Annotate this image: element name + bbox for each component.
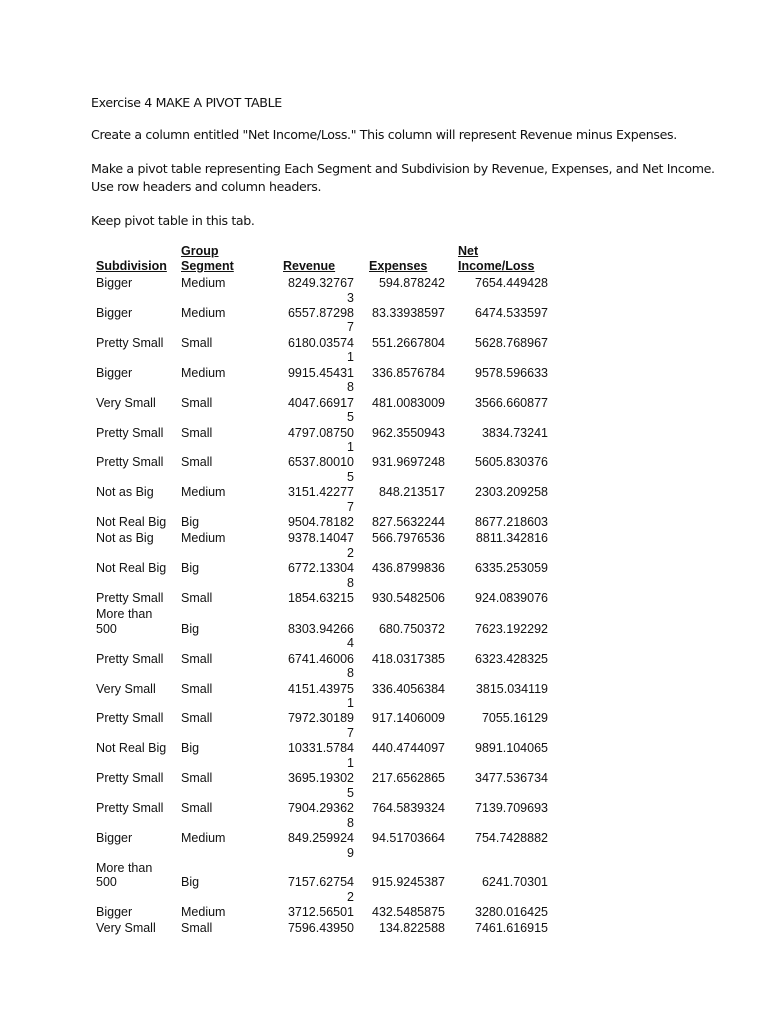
cell-group-segment-line: Medium: [181, 531, 226, 546]
cell-group-segment-line: Small: [181, 711, 213, 726]
cell-revenue-line: 8: [347, 666, 354, 681]
cell-subdivision: [96, 455, 163, 470]
cell-net-income-line: 3477.536734: [475, 771, 548, 786]
cell-subdivision: [96, 921, 156, 936]
cell-expenses: [340, 652, 445, 667]
cell-group-segment-line: Small: [181, 335, 213, 350]
cell-expenses-line: 551.2667804: [372, 335, 445, 350]
cell-group-segment: [181, 875, 199, 890]
cell-revenue: [230, 741, 354, 770]
cell-subdivision-line: Very Small: [96, 395, 156, 410]
cell-expenses-line: 680.750372: [378, 621, 445, 636]
cell-subdivision-line: Very Small: [96, 921, 156, 936]
header-subdivision-label: Subdivision: [96, 259, 167, 273]
cell-revenue-line: 8: [347, 380, 354, 395]
cell-expenses: [340, 485, 445, 500]
cell-net-income-line: 7139.709693: [475, 801, 548, 816]
cell-group-segment: [181, 531, 225, 546]
cell-revenue-line: 8249.32767: [287, 276, 354, 290]
cell-group-segment-line: Medium: [181, 485, 226, 500]
cell-net-income-line: 6241.70301: [481, 875, 548, 890]
cell-expenses-line: 432.5485875: [372, 905, 445, 920]
cell-net-income-line: 9578.596633: [475, 365, 548, 380]
cell-subdivision: [96, 591, 163, 606]
cell-net-income-line: 7055.16129: [481, 711, 548, 726]
cell-revenue-line: 3: [347, 290, 354, 305]
cell-group-segment: [181, 711, 212, 726]
cell-subdivision-line: Pretty Small: [96, 455, 164, 470]
cell-subdivision-line: 500: [96, 875, 117, 890]
cell-group-segment: [181, 276, 225, 291]
cell-net-income: [440, 396, 548, 411]
instruction-keep-tab: Keep pivot table in this tab.: [91, 213, 255, 228]
cell-subdivision-line: 500: [96, 621, 117, 636]
cell-net-income: [440, 306, 548, 321]
header-revenue: [283, 259, 335, 274]
cell-revenue-line: 7904.29362: [287, 801, 354, 816]
cell-group-segment-line: Small: [181, 801, 213, 816]
cell-net-income-line: 6474.533597: [475, 305, 548, 320]
cell-expenses-line: 566.7976536: [372, 531, 445, 546]
cell-expenses-line: 418.0317385: [372, 651, 445, 666]
header-subdivision: [96, 259, 167, 274]
cell-revenue-line: 7596.43950: [287, 921, 354, 936]
cell-group-segment: [181, 652, 212, 667]
cell-subdivision-line: Pretty Small: [96, 651, 164, 666]
cell-group-segment: [181, 515, 199, 530]
cell-subdivision-line: Pretty Small: [96, 771, 164, 786]
cell-revenue-line: 4047.66917: [287, 395, 354, 410]
cell-net-income: [440, 561, 548, 576]
cell-subdivision-line: Pretty Small: [96, 711, 164, 726]
cell-net-income: [440, 426, 548, 441]
cell-revenue: [230, 771, 354, 800]
cell-net-income-line: 8677.218603: [475, 515, 548, 530]
cell-group-segment-line: Medium: [181, 365, 226, 380]
cell-group-segment: [181, 921, 212, 936]
cell-expenses-line: 134.822588: [378, 921, 445, 936]
cell-expenses-line: 436.8799836: [372, 561, 445, 576]
cell-group-segment: [181, 905, 225, 920]
cell-subdivision-line: Bigger: [96, 305, 133, 320]
cell-revenue-line: 7: [347, 725, 354, 740]
cell-revenue-line: 3151.42277: [287, 485, 354, 500]
cell-revenue: [230, 276, 354, 305]
cell-group-segment-line: Small: [181, 921, 213, 936]
cell-expenses: [340, 336, 445, 351]
cell-net-income: [440, 485, 548, 500]
header-expenses: [369, 259, 427, 274]
cell-subdivision-line: Not Real Big: [96, 561, 167, 576]
cell-revenue-line: 6180.03574: [287, 335, 354, 350]
cell-group-segment-line: Big: [181, 621, 200, 636]
instruction-headers: Use row headers and column headers.: [91, 179, 322, 194]
cell-revenue-line: 5: [347, 785, 354, 800]
cell-group-segment-line: Medium: [181, 276, 226, 290]
cell-subdivision-line: Bigger: [96, 905, 133, 920]
cell-subdivision-line: Not Real Big: [96, 741, 167, 756]
cell-subdivision-line: Pretty Small: [96, 801, 164, 816]
cell-revenue-line: 5: [347, 469, 354, 484]
cell-revenue-line: 9915.45431: [287, 365, 354, 380]
cell-net-income-line: 9891.104065: [475, 741, 548, 756]
cell-net-income-line: 2303.209258: [475, 485, 548, 500]
cell-expenses: [340, 306, 445, 321]
cell-group-segment-line: Big: [181, 561, 200, 576]
cell-net-income-line: 7623.192292: [475, 621, 548, 636]
cell-revenue-line: 9378.14047: [287, 531, 354, 546]
cell-expenses-line: 336.8576784: [372, 365, 445, 380]
cell-revenue-line: 1: [347, 440, 354, 454]
cell-revenue-line: 9504.78182: [287, 515, 354, 530]
cell-expenses: [340, 905, 445, 920]
cell-revenue-line: 8303.94266: [287, 621, 354, 636]
cell-expenses-line: 94.51703664: [372, 831, 445, 845]
cell-revenue: [230, 306, 354, 335]
cell-subdivision: [96, 276, 132, 291]
cell-group-segment: [181, 485, 225, 500]
cell-expenses: [340, 801, 445, 816]
cell-expenses-line: 827.5632244: [372, 515, 445, 530]
header-income-loss-label: Income/Loss: [458, 259, 535, 273]
cell-subdivision: [96, 366, 132, 381]
cell-subdivision-line: Bigger: [96, 831, 133, 845]
cell-revenue-line: 1: [347, 696, 354, 710]
cell-revenue-line: 8: [347, 575, 354, 590]
cell-expenses: [340, 591, 445, 606]
cell-expenses: [340, 455, 445, 470]
cell-revenue: [230, 711, 354, 740]
cell-subdivision: [96, 682, 156, 697]
cell-subdivision-line: Pretty Small: [96, 335, 164, 350]
cell-net-income: [440, 921, 548, 936]
cell-net-income: [440, 875, 548, 890]
cell-revenue: [230, 531, 354, 560]
cell-revenue-line: 3695.19302: [287, 771, 354, 786]
header-net-income: [458, 244, 534, 274]
cell-expenses: [340, 366, 445, 381]
cell-revenue: [230, 682, 354, 711]
cell-subdivision-line: Not Real Big: [96, 515, 167, 530]
cell-expenses: [340, 682, 445, 697]
cell-subdivision: [96, 771, 163, 786]
cell-subdivision: [96, 652, 163, 667]
cell-revenue-line: 9: [347, 845, 354, 860]
cell-subdivision-line: More than: [96, 860, 153, 875]
cell-net-income: [440, 455, 548, 470]
cell-net-income-line: 924.0839076: [475, 591, 548, 606]
cell-net-income: [440, 801, 548, 816]
cell-revenue-line: 1854.63215: [287, 591, 354, 606]
cell-group-segment: [181, 682, 212, 697]
cell-subdivision: [96, 711, 163, 726]
cell-revenue-line: 6557.87298: [287, 305, 354, 320]
cell-subdivision: [96, 831, 132, 846]
cell-net-income-line: 7461.616915: [475, 921, 548, 936]
cell-net-income-line: 5605.830376: [475, 455, 548, 470]
cell-group-segment: [181, 771, 212, 786]
cell-net-income-line: 6335.253059: [475, 561, 548, 576]
cell-expenses: [340, 531, 445, 546]
cell-net-income: [440, 741, 548, 756]
cell-net-income: [440, 591, 548, 606]
cell-subdivision: [96, 861, 152, 890]
cell-revenue-line: 7972.30189: [287, 711, 354, 726]
cell-group-segment: [181, 366, 225, 381]
cell-revenue: [230, 336, 354, 365]
cell-revenue-line: 8: [347, 815, 354, 830]
cell-net-income-line: 3566.660877: [475, 395, 548, 410]
cell-revenue: [230, 426, 354, 455]
instruction-make-pivot: Make a pivot table representing Each Segment and Subdivision by Revenue, Expenses, and Net Income.: [91, 161, 715, 176]
cell-revenue-line: 2: [347, 889, 354, 904]
cell-revenue-line: 7: [347, 499, 354, 514]
cell-subdivision: [96, 905, 132, 920]
cell-expenses: [340, 875, 445, 890]
cell-net-income-line: 3815.034119: [475, 681, 548, 696]
header-segment-label: Segment: [181, 259, 234, 273]
cell-net-income-line: 754.7428882: [475, 831, 548, 845]
cell-net-income: [440, 515, 548, 530]
header-net-label: Net: [458, 244, 479, 258]
cell-subdivision-line: Very Small: [96, 681, 156, 696]
cell-expenses: [340, 622, 445, 637]
cell-expenses: [340, 711, 445, 726]
cell-revenue: [230, 801, 354, 830]
cell-revenue-line: 1: [347, 755, 354, 770]
cell-net-income-line: 6323.428325: [475, 651, 548, 666]
cell-revenue-line: 1: [347, 350, 354, 365]
cell-group-segment-line: Small: [181, 395, 213, 410]
cell-net-income: [440, 336, 548, 351]
cell-net-income: [440, 771, 548, 786]
cell-subdivision: [96, 485, 154, 500]
cell-subdivision: [96, 561, 166, 576]
cell-revenue-line: 7: [347, 320, 354, 335]
cell-group-segment: [181, 591, 212, 606]
cell-subdivision-line: Bigger: [96, 365, 133, 380]
cell-subdivision: [96, 426, 163, 441]
cell-subdivision: [96, 515, 166, 530]
cell-expenses: [340, 831, 445, 846]
cell-group-segment-line: Medium: [181, 905, 226, 920]
header-revenue-label: Revenue: [283, 259, 336, 273]
cell-subdivision: [96, 336, 163, 351]
cell-group-segment: [181, 801, 212, 816]
cell-expenses: [340, 741, 445, 756]
cell-expenses-line: 336.4056384: [372, 681, 445, 696]
cell-expenses-line: 594.878242: [378, 276, 445, 290]
cell-revenue-line: 6741.46006: [287, 651, 354, 666]
cell-net-income-line: 3834.73241: [481, 425, 548, 440]
cell-net-income: [440, 276, 548, 291]
cell-subdivision: [96, 607, 152, 636]
cell-subdivision: [96, 801, 163, 816]
cell-expenses: [340, 771, 445, 786]
cell-expenses-line: 481.0083009: [372, 395, 445, 410]
cell-group-segment-line: Medium: [181, 831, 226, 845]
cell-net-income-line: 3280.016425: [475, 905, 548, 920]
cell-revenue-line: 3712.56501: [287, 905, 354, 920]
cell-net-income: [440, 622, 548, 637]
cell-group-segment-line: Big: [181, 875, 200, 890]
cell-expenses-line: 931.9697248: [372, 455, 445, 470]
cell-subdivision: [96, 531, 154, 546]
cell-revenue: [230, 485, 354, 514]
cell-revenue: [230, 515, 354, 530]
cell-subdivision-line: Pretty Small: [96, 425, 164, 440]
cell-expenses-line: 764.5839324: [372, 801, 445, 816]
cell-group-segment: [181, 622, 199, 637]
cell-group-segment-line: Big: [181, 741, 200, 756]
cell-expenses: [340, 396, 445, 411]
cell-net-income: [440, 682, 548, 697]
header-group-label: Group: [181, 244, 219, 258]
cell-expenses-line: 917.1406009: [372, 711, 445, 726]
cell-expenses: [340, 276, 445, 291]
cell-revenue: [230, 875, 354, 904]
cell-revenue: [230, 905, 354, 920]
cell-net-income: [440, 711, 548, 726]
cell-subdivision-line: More than: [96, 607, 153, 622]
cell-group-segment-line: Small: [181, 425, 213, 440]
cell-revenue: [230, 366, 354, 395]
cell-group-segment-line: Small: [181, 591, 213, 606]
cell-revenue: [230, 652, 354, 681]
cell-revenue-line: 7157.62754: [287, 875, 354, 890]
cell-revenue-line: 4: [347, 636, 354, 651]
cell-group-segment: [181, 306, 225, 321]
cell-expenses-line: 930.5482506: [372, 591, 445, 606]
cell-subdivision-line: Not as Big: [96, 485, 154, 500]
cell-net-income-line: 8811.342816: [475, 531, 548, 546]
cell-revenue: [230, 831, 354, 860]
cell-revenue-line: 4797.08750: [287, 425, 354, 440]
cell-group-segment: [181, 336, 212, 351]
cell-expenses-line: 440.4744097: [372, 741, 445, 756]
cell-revenue: [230, 921, 354, 936]
cell-expenses-line: 83.33938597: [372, 305, 445, 320]
cell-net-income: [440, 831, 548, 846]
header-group-segment: [181, 244, 234, 274]
cell-revenue-line: 6537.80010: [287, 455, 354, 470]
cell-group-segment: [181, 396, 212, 411]
cell-net-income: [440, 652, 548, 667]
cell-subdivision-line: Pretty Small: [96, 591, 164, 606]
cell-expenses-line: 848.213517: [378, 485, 445, 500]
cell-expenses: [340, 515, 445, 530]
instruction-net-income-column: Create a column entitled "Net Income/Loss." This column will represent Revenue minus Expenses.: [91, 127, 677, 142]
cell-revenue: [230, 455, 354, 484]
cell-net-income: [440, 366, 548, 381]
cell-group-segment-line: Medium: [181, 305, 226, 320]
cell-expenses-line: 962.3550943: [372, 425, 445, 440]
cell-subdivision: [96, 741, 166, 756]
cell-group-segment-line: Small: [181, 771, 213, 786]
cell-net-income: [440, 905, 548, 920]
cell-group-segment-line: Small: [181, 681, 213, 696]
cell-net-income-line: 7654.449428: [475, 276, 548, 290]
cell-expenses: [340, 561, 445, 576]
cell-revenue-line: 2: [347, 545, 354, 560]
cell-group-segment: [181, 561, 199, 576]
cell-revenue-line: 4151.43975: [287, 681, 354, 696]
cell-subdivision-line: Not as Big: [96, 531, 154, 546]
cell-group-segment-line: Small: [181, 455, 213, 470]
cell-revenue-line: 6772.13304: [287, 561, 354, 576]
cell-revenue: [230, 561, 354, 590]
cell-net-income: [440, 531, 548, 546]
cell-revenue-line: 5: [347, 410, 354, 425]
cell-expenses: [340, 921, 445, 936]
cell-subdivision-line: Bigger: [96, 276, 133, 290]
cell-group-segment: [181, 455, 212, 470]
cell-expenses: [340, 426, 445, 441]
cell-group-segment-line: Big: [181, 515, 200, 530]
cell-subdivision: [96, 306, 132, 321]
cell-group-segment: [181, 741, 199, 756]
cell-group-segment: [181, 426, 212, 441]
cell-revenue-line: 10331.5784: [287, 741, 354, 756]
cell-group-segment-line: Small: [181, 651, 213, 666]
exercise-title: Exercise 4 MAKE A PIVOT TABLE: [91, 95, 282, 110]
cell-net-income-line: 5628.768967: [475, 335, 548, 350]
cell-group-segment: [181, 831, 225, 846]
cell-subdivision: [96, 396, 156, 411]
cell-revenue: [230, 622, 354, 651]
cell-expenses-line: 217.6562865: [372, 771, 445, 786]
cell-revenue-line: 849.259924: [287, 831, 354, 845]
cell-expenses-line: 915.9245387: [372, 875, 445, 890]
cell-revenue: [230, 396, 354, 425]
cell-revenue: [230, 591, 354, 606]
header-expenses-label: Expenses: [369, 259, 428, 273]
